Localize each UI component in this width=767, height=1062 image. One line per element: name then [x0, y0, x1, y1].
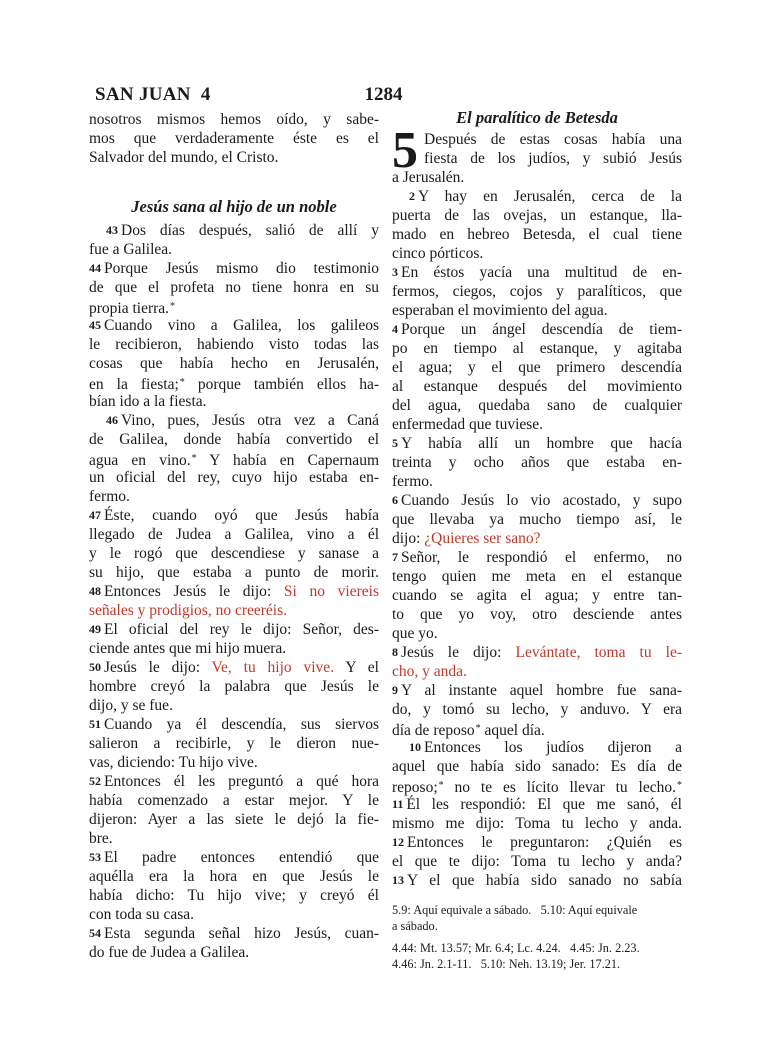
text-segment: en la fiesta; — [89, 376, 179, 393]
text-segment: esperaban el movimiento del agua. — [392, 302, 608, 319]
text-segment: 4.45: — [569, 941, 595, 955]
text-segment: Después de estas cosas había una — [424, 131, 682, 148]
verse-line — [392, 833, 682, 852]
verse-49 — [89, 620, 379, 658]
red-letter-text: señales y prodigios, no creeréis. — [89, 602, 287, 619]
text-segment: con toda su casa. — [89, 906, 195, 923]
text-segment: aquélla era la hora en que Jesús le — [89, 868, 379, 885]
verse-line — [89, 658, 379, 677]
verse-6 — [392, 491, 682, 548]
text-segment: había comenzado a estar mejor. Y le — [89, 792, 379, 809]
verse-line — [89, 335, 379, 354]
intro-line — [89, 148, 379, 167]
verse-line — [392, 491, 682, 510]
footnote-asterisk: * — [438, 780, 444, 791]
footnote-asterisk: * — [677, 780, 682, 791]
verse-line — [89, 373, 379, 392]
verse-line — [89, 354, 379, 373]
running-head — [0, 84, 767, 106]
verse-line — [392, 624, 682, 643]
text-segment: Vino, pues, Jesús otra vez a Caná — [121, 412, 379, 429]
verse-line — [89, 563, 379, 582]
verse-line — [392, 852, 682, 871]
text-segment: mismo me dijo: Toma tu lecho y anda. — [392, 815, 682, 832]
section-heading-left: Jesús sana al hijo de un noble — [131, 197, 337, 216]
verse-line — [89, 677, 379, 696]
verse-54 — [89, 924, 379, 962]
text-segment: Cuando Jesús lo vio acostado, y supo — [401, 492, 682, 509]
verse-line — [89, 753, 379, 772]
text-segment: Dos días después, salió de allí y — [121, 222, 379, 239]
verse-number: 13 — [392, 873, 404, 887]
chapter-number-drop-cap: 5 — [392, 122, 418, 179]
text-segment: mos que verdaderamente éste es el — [89, 130, 379, 147]
text-segment: le recibieron, habiendo visto todas las — [89, 336, 379, 353]
verse-line — [392, 244, 682, 263]
text-segment: Entonces él les preguntó a qué hora — [104, 773, 379, 790]
text-segment: Y al instante aquel hombre fue sana- — [401, 682, 682, 699]
verse-line — [392, 377, 682, 396]
text-segment: Mt. 13.57; Mr. 6.4; Lc. 4.24. — [416, 941, 570, 955]
verse-number: 12 — [392, 835, 404, 849]
chapter-line — [392, 149, 682, 168]
verse-number: 44 — [89, 261, 101, 275]
footnote-line — [392, 919, 682, 935]
text-segment: 5.10: — [480, 956, 506, 971]
verse-line — [89, 791, 379, 810]
right-column — [392, 108, 682, 972]
text-segment: dijeron: Ayer a las siete le dejó la fie- — [89, 811, 379, 828]
verse-line — [392, 434, 682, 453]
verse-number: 10 — [409, 740, 421, 754]
text-segment: Cuando vino a Galilea, los galileos — [104, 317, 379, 334]
red-letter-text: Ve, tu hijo vive. — [211, 659, 335, 676]
verse-number: 49 — [89, 622, 101, 636]
verse-line — [89, 905, 379, 924]
chapter-line — [392, 130, 682, 149]
verse-number: 52 — [89, 774, 101, 788]
text-segment: sábado — [494, 903, 529, 917]
verse-line — [89, 943, 379, 962]
verse-45 — [89, 316, 379, 411]
text-segment: Él les respondió: El que me sanó, él — [406, 796, 682, 813]
text-segment: el que te dijo: Toma tu lecho y anda? — [392, 853, 682, 870]
text-segment: Porque un ángel descendía de tiem- — [401, 321, 682, 338]
text-segment: había dicho: Tu hijo vive; y creyó él — [89, 887, 379, 904]
verse-line — [392, 510, 682, 529]
verse-line — [89, 411, 379, 430]
verse-52 — [89, 772, 379, 848]
text-segment: Aquí equivale a — [410, 903, 495, 917]
verse-51 — [89, 715, 379, 772]
page-number: 1284 — [364, 84, 403, 105]
text-segment: un oficial del rey, cuyo hijo estaba en- — [89, 469, 379, 486]
text-segment: llegado de Judea a Galilea, vino a él — [89, 526, 379, 543]
verse-number: 8 — [392, 645, 398, 659]
text-segment: Neh. 13.19; Jer. 17.21. — [505, 956, 621, 971]
verse-line — [89, 259, 379, 278]
verse-number: 3 — [392, 265, 398, 279]
verse-line — [392, 187, 682, 206]
verse-8 — [392, 643, 682, 681]
verse-number: 5 — [392, 436, 398, 450]
text-segment: . — [434, 918, 438, 933]
verse-number: 51 — [89, 717, 101, 731]
right-verses — [392, 187, 682, 890]
footnote-line — [392, 903, 682, 919]
verse-number: 48 — [89, 584, 101, 598]
verse-line — [392, 757, 682, 776]
text-segment: vas, diciendo: Tu hijo vive. — [89, 754, 258, 771]
verse-13 — [392, 871, 682, 890]
verse-line — [89, 772, 379, 791]
text-segment: su hijo, que estaba a punto de morir. — [89, 564, 379, 581]
text-segment: a — [392, 918, 401, 933]
text-segment: propia tierra. — [89, 300, 170, 317]
verse-line — [89, 506, 379, 525]
verse-line — [392, 320, 682, 339]
verse-line — [89, 221, 379, 240]
text-segment: dijo, y se fue. — [89, 697, 173, 714]
verse-48 — [89, 582, 379, 620]
footnote-asterisk: * — [191, 453, 197, 464]
text-segment: Jesús le dijo: — [104, 659, 212, 676]
verse-46 — [89, 411, 379, 506]
verse-line — [392, 795, 682, 814]
verse-line — [89, 544, 379, 563]
text-segment: bían ido a la fiesta. — [89, 393, 207, 410]
verse-line — [89, 525, 379, 544]
verse-line — [392, 814, 682, 833]
text-segment: Entonces Jesús le dijo: — [104, 583, 284, 600]
intro-line — [89, 129, 379, 148]
verse-44 — [89, 259, 379, 316]
text-segment: que yo. — [392, 625, 438, 642]
verse-line — [89, 924, 379, 943]
text-segment: 5.9: — [392, 903, 411, 917]
text-segment: día de reposo — [392, 722, 475, 739]
verse-line — [89, 734, 379, 753]
footnotes — [392, 903, 682, 972]
verse-line — [392, 738, 682, 757]
text-segment: to que yo voy, otro desciende antes — [392, 606, 682, 623]
text-segment: Y había en Capernaum — [196, 452, 379, 469]
text-segment: salieron a recibirle, y le dieron nue- — [89, 735, 379, 752]
verse-line — [392, 472, 682, 491]
text-segment: Esta segunda señal hizo Jesús, cuan- — [104, 925, 379, 942]
text-segment: aquel que había sido sanado: Es día de — [392, 758, 682, 775]
text-segment: cuando se agita el agua; y entre tan- — [392, 587, 682, 604]
verse-line — [89, 392, 379, 411]
text-segment: sábado — [400, 918, 435, 933]
verse-50 — [89, 658, 379, 715]
intro-paragraph — [89, 110, 379, 167]
footnote-equivalences — [392, 903, 682, 934]
text-segment: Y el — [334, 659, 379, 676]
text-segment: nosotros mismos hemos oído, y sabe- — [89, 111, 379, 128]
text-segment: po en tiempo al estanque, y agitaba — [392, 340, 682, 357]
verse-53 — [89, 848, 379, 924]
text-segment: a Jerusalén. — [392, 169, 465, 186]
verse-line — [392, 681, 682, 700]
text-segment: de que el profeta no tiene honra en su — [89, 279, 379, 296]
section-heading-right: El paralítico de Betesda — [456, 108, 618, 127]
verse-line — [392, 263, 682, 282]
footnote-references — [392, 941, 682, 972]
text-segment: El oficial del rey le dijo: Señor, des- — [104, 621, 379, 638]
verse-line — [392, 225, 682, 244]
verse-line — [392, 586, 682, 605]
text-segment: Jesús le dijo: — [401, 644, 516, 661]
text-segment: treinta y ocho años que estaba en- — [392, 454, 682, 471]
text-segment: Porque Jesús mismo dio testimonio — [104, 260, 379, 277]
verse-line — [392, 358, 682, 377]
verse-line — [89, 449, 379, 468]
verse-11 — [392, 795, 682, 833]
chapter-line — [392, 168, 682, 187]
verse-number: 7 — [392, 550, 398, 564]
verse-number: 53 — [89, 850, 101, 864]
verse-number: 4 — [392, 322, 398, 336]
verse-line — [392, 662, 682, 681]
verse-number: 9 — [392, 683, 398, 697]
red-letter-text: cho, y anda. — [392, 663, 467, 680]
verse-line — [392, 719, 682, 738]
text-segment: Y el que había sido sanado no sabía — [407, 872, 682, 889]
text-segment: Y hay en Jerusalén, cerca de la — [418, 188, 682, 205]
text-segment: Cuando ya él descendía, sus siervos — [104, 716, 379, 733]
footnote-line — [392, 957, 682, 973]
verse-line — [89, 240, 379, 259]
text-segment: mado en hebreo Betesda, el cual tiene — [392, 226, 682, 243]
text-segment: Señor, le respondió el enfermo, no — [401, 549, 682, 566]
verse-line — [392, 605, 682, 624]
verse-line — [89, 810, 379, 829]
verse-number: 47 — [89, 508, 101, 522]
verse-line — [89, 487, 379, 506]
verse-line — [392, 282, 682, 301]
text-segment: bre. — [89, 830, 113, 847]
verse-line — [89, 848, 379, 867]
footnote-asterisk: * — [475, 723, 481, 734]
text-segment: y le rogó que descendiese y sanase a — [89, 545, 379, 562]
text-segment: Entonces los judíos dijeron a — [424, 739, 682, 756]
footnote-line — [392, 941, 682, 957]
verse-line — [89, 696, 379, 715]
red-letter-text: Levántate, toma tu le- — [515, 644, 682, 661]
verse-3 — [392, 263, 682, 320]
text-segment: fue a Galilea. — [89, 241, 173, 258]
verse-number: 43 — [106, 223, 118, 237]
left-column — [89, 110, 379, 962]
verse-line — [392, 301, 682, 320]
verse-7 — [392, 548, 682, 643]
verse-43 — [89, 221, 379, 259]
verse-line — [392, 415, 682, 434]
verse-2 — [392, 187, 682, 263]
verse-line — [392, 700, 682, 719]
text-segment: do fue de Judea a Galilea. — [89, 944, 250, 961]
verse-line — [89, 430, 379, 449]
verse-line — [392, 206, 682, 225]
text-segment: el agua; y el que primero descendía — [392, 359, 682, 376]
verse-line — [89, 867, 379, 886]
text-segment: Entonces le preguntaron: ¿Quién es — [407, 834, 682, 851]
text-segment: hombre creyó la palabra que Jesús le — [89, 678, 379, 695]
verse-number: 2 — [409, 189, 415, 203]
text-segment: El padre entonces entendió que — [104, 849, 379, 866]
text-segment: Jn. 2.1-11. — [416, 956, 481, 971]
text-segment: puerta de las ovejas, un estanque, lla- — [392, 207, 682, 224]
verse-line — [89, 468, 379, 487]
text-segment: aquel día. — [480, 722, 545, 739]
book-chapter-header: SAN JUAN 4 — [95, 84, 211, 105]
text-segment: 4.46: — [392, 956, 417, 971]
text-segment: al estanque después del movimiento — [392, 378, 682, 395]
text-segment: porque también ellos ha- — [184, 376, 379, 393]
chapter-opening — [392, 122, 682, 187]
text-segment: enfermedad que tuviese. — [392, 416, 544, 433]
verse-line — [89, 886, 379, 905]
verse-line — [392, 643, 682, 662]
verse-line — [392, 871, 682, 890]
text-segment: fermos, ciegos, cojos y paralíticos, que — [392, 283, 682, 300]
verse-line — [89, 620, 379, 639]
left-verses — [89, 221, 379, 962]
verse-line — [392, 339, 682, 358]
verse-line — [392, 776, 682, 795]
text-segment: de Galilea, donde había convertido el — [89, 431, 379, 448]
text-segment: . — [528, 903, 541, 917]
verse-line — [392, 567, 682, 586]
text-segment: agua en vino. — [89, 452, 191, 469]
verse-12 — [392, 833, 682, 871]
text-segment: do, y tomó su lecho, y anduvo. Y era — [392, 701, 682, 718]
text-segment: dijo: — [392, 530, 425, 547]
text-segment: Éste, cuando oyó que Jesús había — [104, 507, 379, 524]
intro-line — [89, 110, 379, 129]
verse-number: 50 — [89, 660, 101, 674]
text-segment: fermo. — [89, 488, 130, 505]
verse-47 — [89, 506, 379, 582]
verse-5 — [392, 434, 682, 491]
verse-line — [392, 548, 682, 567]
verse-line — [89, 829, 379, 848]
text-segment: reposo; — [392, 779, 438, 796]
text-segment: fiesta de los judíos, y subió Jesús — [424, 150, 682, 167]
text-segment: Y había allí un hombre que hacía — [401, 435, 682, 452]
text-segment: del agua, quedaba sano de cualquier — [392, 397, 682, 414]
verse-line — [89, 601, 379, 620]
verse-line — [89, 297, 379, 316]
verse-number: 6 — [392, 493, 398, 507]
text-segment: ciende antes que mi hijo muera. — [89, 640, 287, 657]
verse-line — [392, 529, 682, 548]
verse-number: 45 — [89, 318, 101, 332]
verse-line — [392, 453, 682, 472]
text-segment: no te es lícito llevar tu lecho. — [443, 779, 676, 796]
footnote-asterisk: * — [179, 377, 185, 388]
text-segment: que llevaba ya mucho tiempo así, le — [392, 511, 682, 528]
text-segment: Aquí equivale — [565, 903, 638, 917]
text-segment: Jn. 2.23. — [594, 941, 640, 955]
text-segment: cinco pórticos. — [392, 245, 484, 262]
text-segment: fermo. — [392, 473, 433, 490]
verse-line — [392, 396, 682, 415]
verse-4 — [392, 320, 682, 434]
verse-9 — [392, 681, 682, 738]
text-segment: tengo quien me meta en el estanque — [392, 568, 682, 585]
red-letter-text: Si no viereis — [283, 583, 379, 600]
text-segment: cosas que había hecho en Jerusalén, — [89, 355, 379, 372]
verse-line — [89, 639, 379, 658]
footnote-asterisk: * — [170, 301, 176, 312]
red-letter-text: ¿Quieres ser sano? — [424, 530, 541, 547]
verse-10 — [392, 738, 682, 795]
text-segment: 5.10: — [540, 903, 566, 917]
verse-number: 11 — [392, 797, 404, 811]
verse-number: 46 — [106, 413, 118, 427]
text-segment: 4.44: — [392, 941, 417, 955]
verse-line — [89, 715, 379, 734]
verse-number: 54 — [89, 926, 101, 940]
verse-line — [89, 582, 379, 601]
verse-line — [89, 316, 379, 335]
text-segment: Salvador del mundo, el Cristo. — [89, 149, 279, 166]
verse-line — [89, 278, 379, 297]
text-segment: En éstos yacía una multitud de en- — [401, 264, 682, 281]
